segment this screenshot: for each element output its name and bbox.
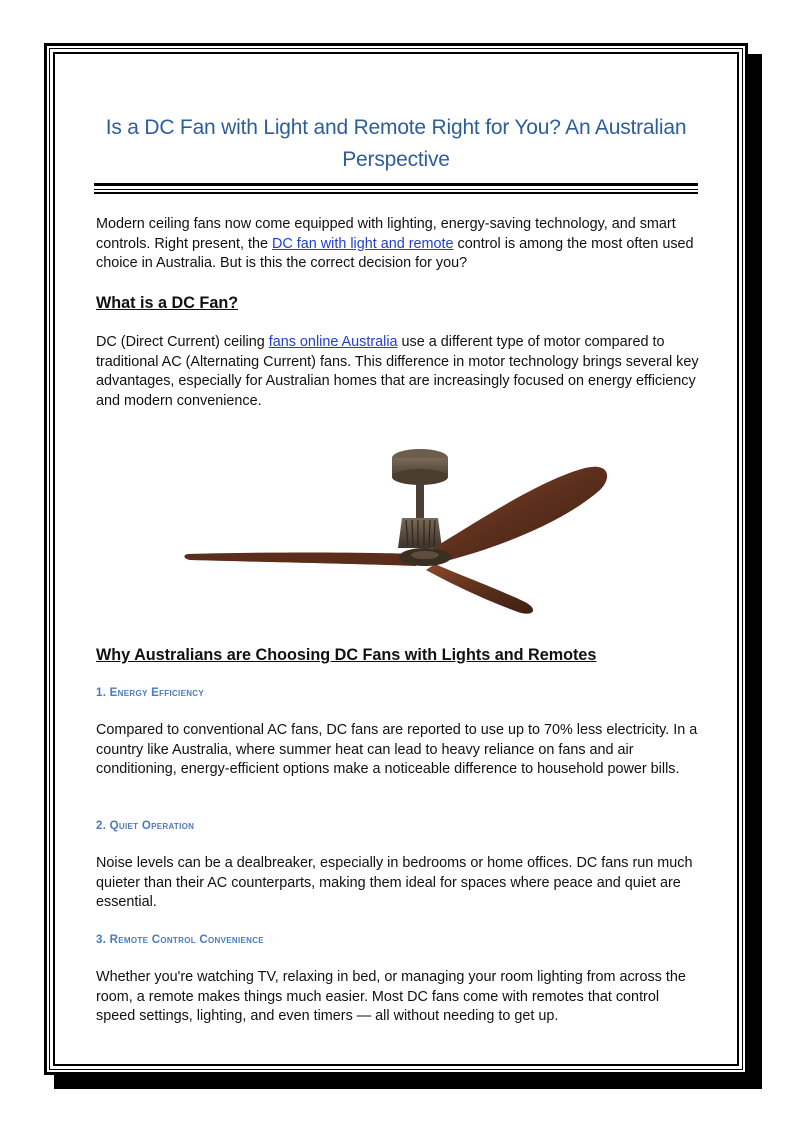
dc-fan-paragraph: DC (Direct Current) ceiling fans online Australia use a different type of motor compared to traditional AC (Alternating Current) fans. This difference in motor technology brings several key advantages, especially for Australian homes that are increasingly focused on energy efficiency and modern convenience. xyxy=(96,334,699,409)
intro-paragraph: Modern ceiling fans now come equipped with lighting, energy-saving technology, and smart controls. Right present, the DC fan with light and remote control is among the most often used choice in Australia. But is this the correct decision for you? xyxy=(96,216,694,271)
section-heading-why-australians: Why Australians are Choosing DC Fans with Lights and Remotes xyxy=(96,646,597,664)
section-heading-what-is-dc-fan: What is a DC Fan? xyxy=(96,294,239,312)
dc-fan-link[interactable]: DC fan with light and remote xyxy=(271,235,454,252)
title-rule-bottom xyxy=(94,192,698,194)
quiet-operation-paragraph: Noise levels can be a dealbreaker, especially in bedrooms or home offices. DC fans run much quieter than their AC counterparts, making them ideal for spaces where peace and quiet are essential. xyxy=(96,855,693,910)
subheading-quiet-operation: 2. Quiet Operation xyxy=(96,820,195,832)
remote-control-paragraph: Whether you're watching TV, relaxing in bed, or managing your room lighting from across the room, a remote makes things much easier. Most DC fans come with remotes that control speed settings, lighting, and even timers — all without needing to get up. xyxy=(96,969,686,1024)
subheading-energy-efficiency: 1. Energy Efficiency xyxy=(96,687,204,699)
ceiling-fan-image xyxy=(180,440,610,620)
energy-efficiency-paragraph: Compared to conventional AC fans, DC fans are reported to use up to 70% less electricity. In a country like Australia, where summer heat can lead to heavy reliance on fans and air conditioning, energy-efficient options make a noticeable difference to household power bills. xyxy=(96,722,698,777)
title-rule-thick xyxy=(94,183,698,186)
title-rule-thin xyxy=(94,189,698,190)
fans-online-link[interactable]: fans online Australia xyxy=(268,334,398,350)
subheading-remote-control: 3. Remote Control Convenience xyxy=(96,934,264,946)
article-title: Is a DC Fan with Light and Remote Right for You? An Australian Perspective xyxy=(105,116,687,171)
